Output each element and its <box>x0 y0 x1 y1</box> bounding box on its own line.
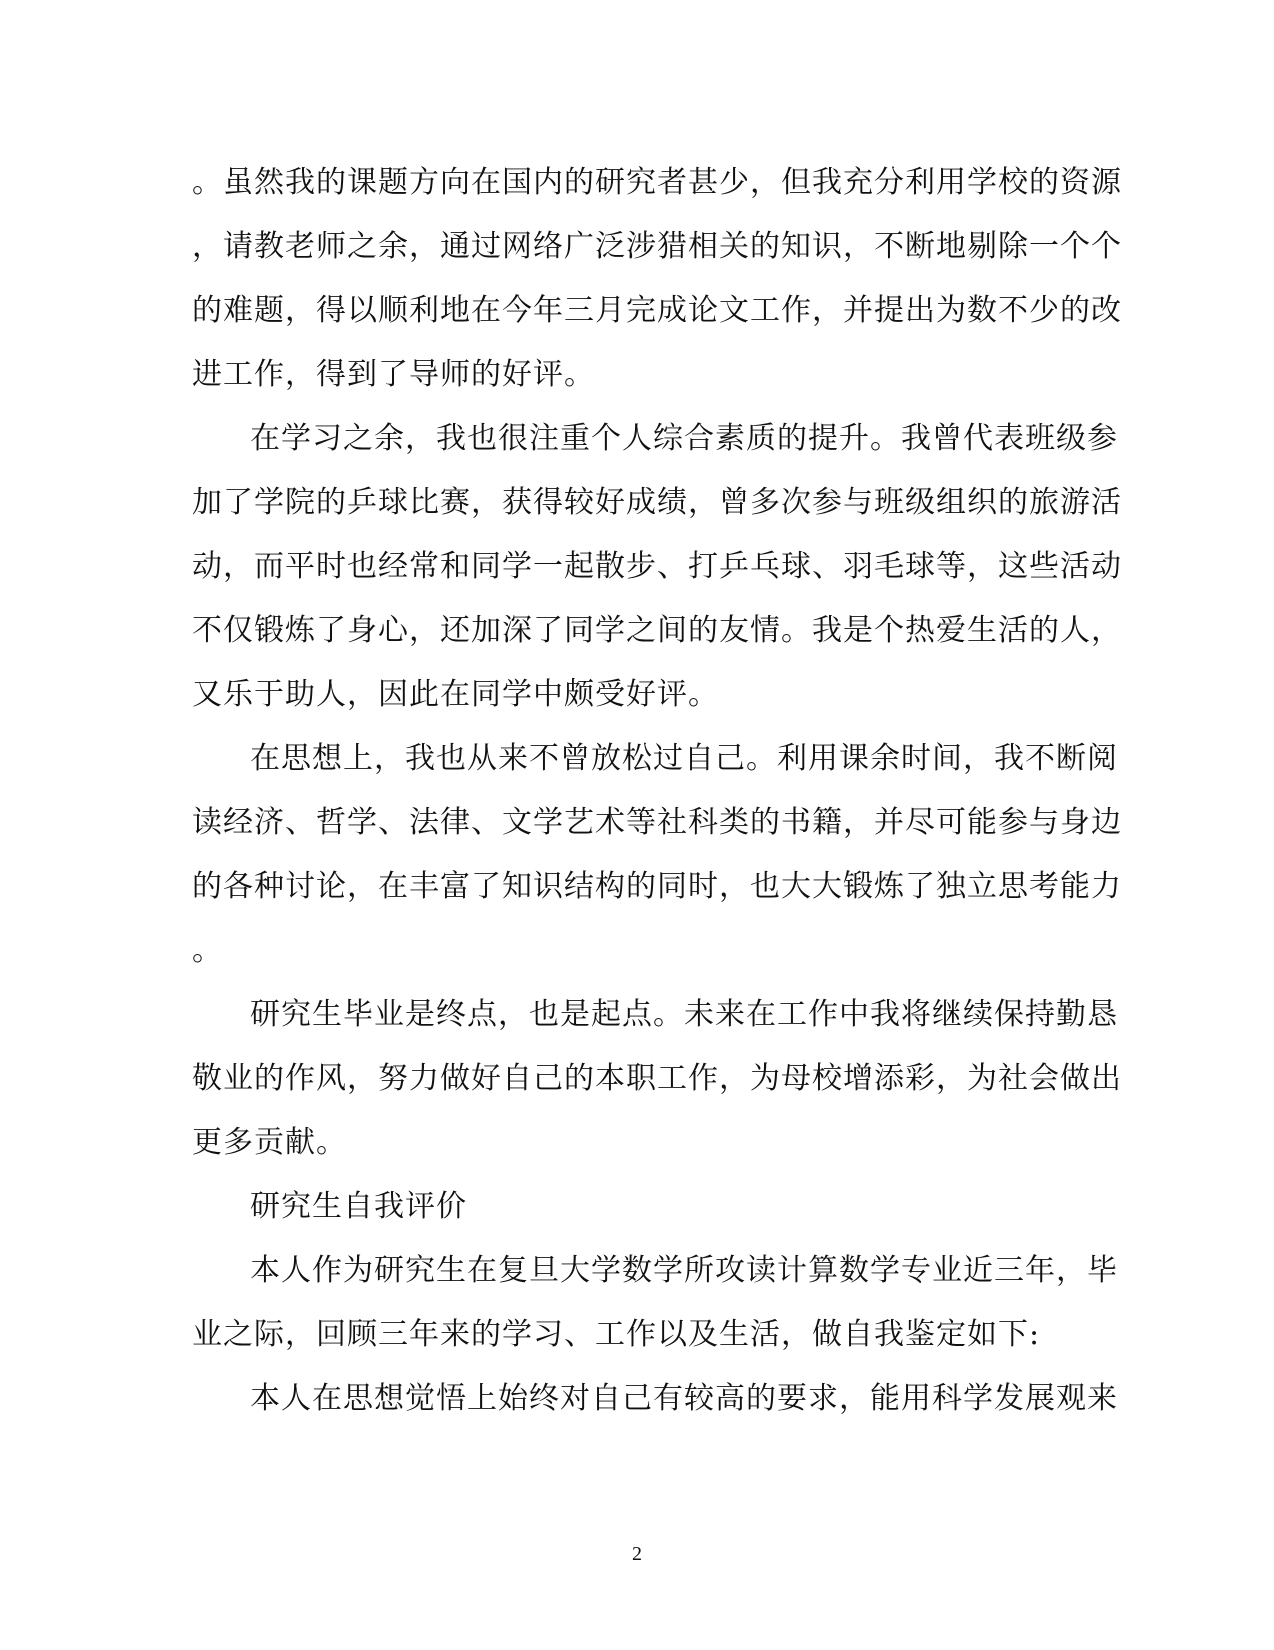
text-line: 又乐于助人，因此在同学中颇受好评。 <box>192 677 719 712</box>
text-line: 更多贡献。 <box>192 1125 347 1160</box>
text-line: 加了学院的乒球比赛，获得较好成绩，曾多次参与班级组织的旅游活 <box>192 485 1122 520</box>
text-line: 不仅锻炼了身心，还加深了同学之间的友情。我是个热爱生活的人， <box>192 613 1122 648</box>
text-line: 进工作，得到了导师的好评。 <box>192 357 595 392</box>
text-line: 读经济、哲学、法律、文学艺术等社科类的书籍，并尽可能参与身边 <box>192 805 1122 840</box>
text-line: ，请教老师之余，通过网络广泛涉猎相关的知识，不断地剔除一个个 <box>192 229 1122 264</box>
text-line: 的各种讨论，在丰富了知识结构的同时，也大大锻炼了独立思考能力 <box>192 869 1122 904</box>
page-number: 2 <box>632 1543 642 1565</box>
text-line: 本人在思想觉悟上始终对自己有较高的要求，能用科学发展观来 <box>250 1381 1118 1416</box>
text-line: 研究生毕业是终点，也是起点。未来在工作中我将继续保持勤恳 <box>250 997 1118 1032</box>
text-line: 动，而平时也经常和同学一起散步、打乒乓球、羽毛球等，这些活动 <box>192 549 1122 584</box>
text-line: 。 <box>192 933 223 968</box>
text-line: 。虽然我的课题方向在国内的研究者甚少，但我充分利用学校的资源 <box>192 165 1122 200</box>
text-line: 在学习之余，我也很注重个人综合素质的提升。我曾代表班级参 <box>250 421 1118 456</box>
text-line: 的难题，得以顺利地在今年三月完成论文工作，并提出为数不少的改 <box>192 293 1122 328</box>
text-line: 敬业的作风，努力做好自己的本职工作，为母校增添彩，为社会做出 <box>192 1061 1122 1096</box>
section-heading: 研究生自我评价 <box>250 1189 467 1224</box>
text-line: 在思想上，我也从来不曾放松过自己。利用课余时间，我不断阅 <box>250 741 1118 776</box>
text-line: 本人作为研究生在复旦大学数学所攻读计算数学专业近三年，毕 <box>250 1253 1118 1288</box>
text-line: 业之际，回顾三年来的学习、工作以及生活，做自我鉴定如下: <box>192 1317 1041 1352</box>
